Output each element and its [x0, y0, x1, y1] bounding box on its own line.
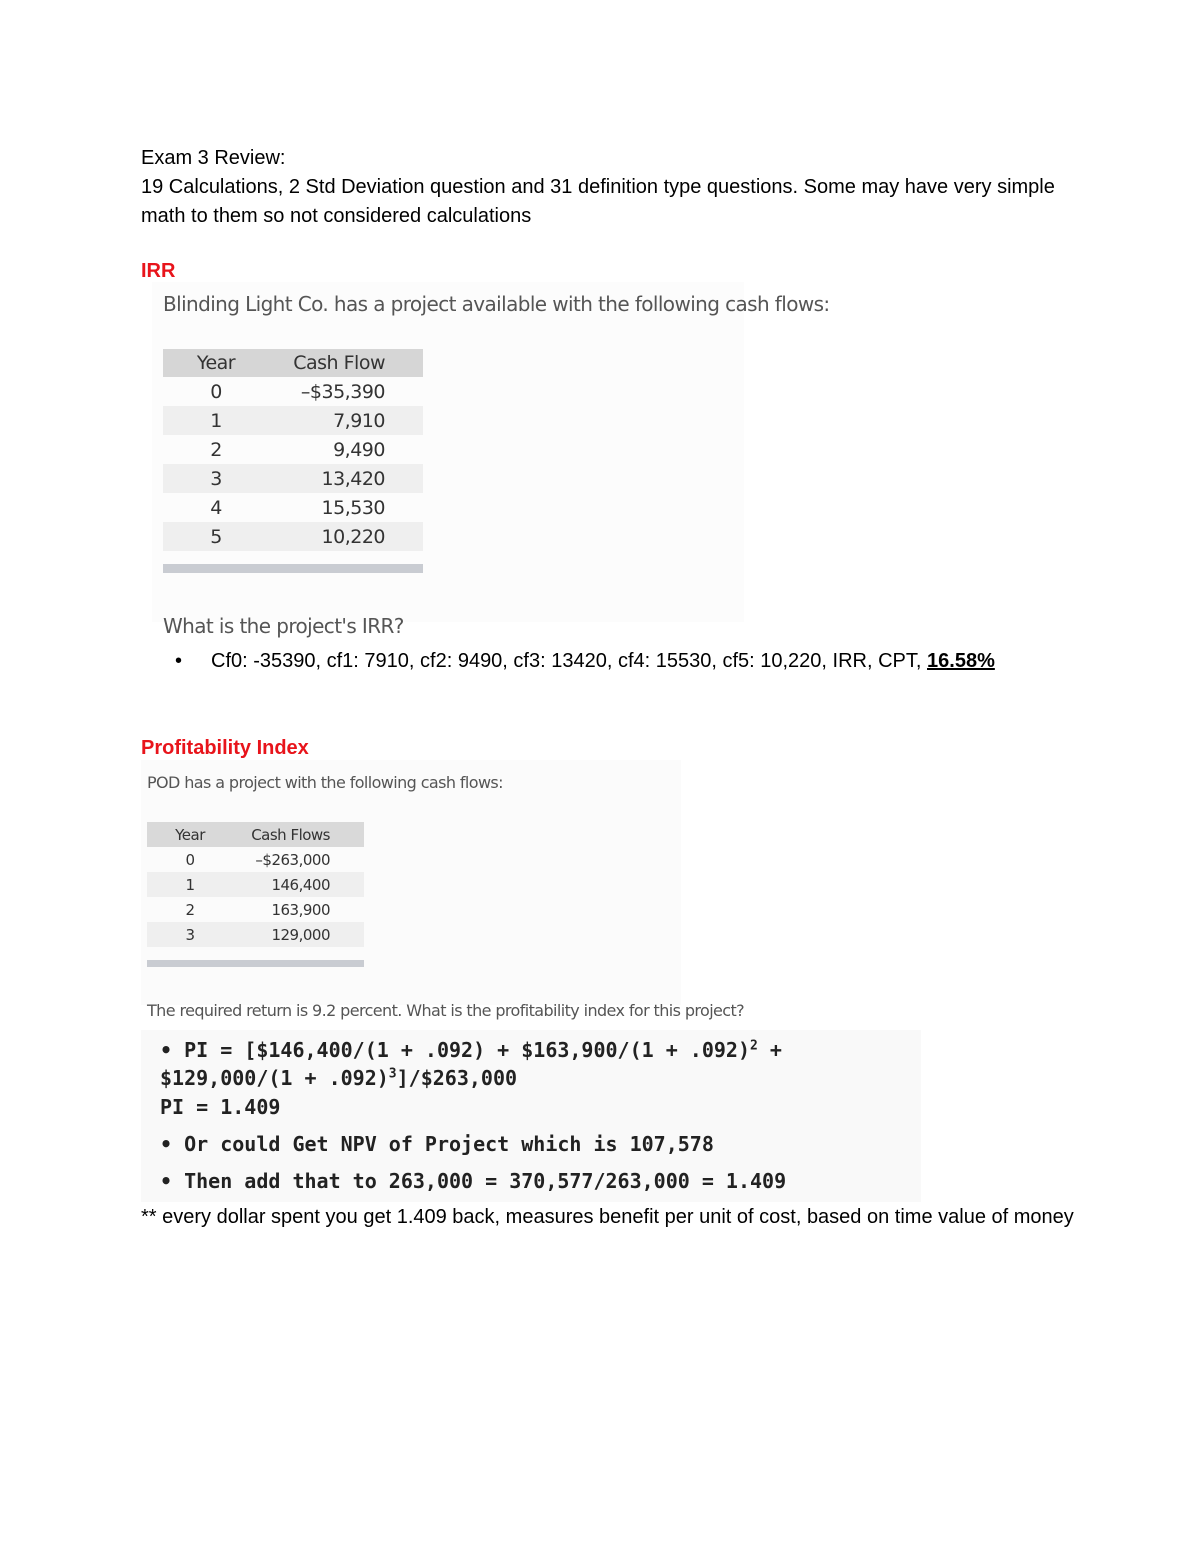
pi-heading: Profitability Index [141, 737, 309, 759]
year-cell: 1 [163, 406, 269, 435]
pi-alternative-sum: • Then add that to 263,000 = 370,577/263,000 = 1.409 [160, 1169, 787, 1193]
table-header-year: Year [163, 349, 269, 377]
year-cell: 0 [185, 850, 195, 869]
table-row [163, 464, 423, 493]
table-row [163, 522, 423, 551]
pi-formula-line-1: • PI = [$146,400/(1 + .092) + $163,900/(1 + .092)$^2$ + [160, 1038, 782, 1062]
table-header-cash-flow: Cash Flow [269, 349, 423, 377]
year-cell: 1 [147, 872, 233, 897]
year-cell: 2 [210, 438, 222, 461]
pi-alternative-npv: • Or could Get NPV of Project which is 107,578 [160, 1132, 714, 1156]
pi-note: ** every dollar spent you get 1.409 back, measures benefit per unit of cost, based on time value of money [141, 1206, 1074, 1228]
cash-flow-cell: 9,490 [333, 438, 385, 461]
irr-answer [175, 650, 995, 673]
table-row [163, 406, 423, 435]
table-row [147, 847, 364, 872]
bullet-icon: • [175, 650, 183, 672]
year-cell: 3 [147, 922, 233, 947]
cash-flow-cell: 10,220 [269, 522, 423, 551]
table-header-year: Year [147, 822, 233, 847]
table-header-cash-flows: Cash Flows [233, 822, 364, 847]
cash-flow-cell: 13,420 [269, 464, 423, 493]
cash-flow-cell: 129,000 [233, 922, 364, 947]
cash-flow-cell: 15,530 [321, 496, 385, 519]
irr-heading: IRR [141, 260, 176, 282]
pi-formula-line-2: $129,000/(1 + .092)$^3$]/$263,000 [160, 1066, 518, 1090]
table-row [147, 922, 364, 947]
table-row [163, 377, 423, 406]
table-footer-bar [163, 564, 423, 573]
intro-paragraph: 19 Calculations, 2 Std Deviation question and 31 definition type questions. Some may have very simple math to them so not considered calculations [141, 176, 1055, 227]
year-cell: 3 [163, 464, 269, 493]
pi-cash-flow-table [147, 822, 364, 947]
cash-flow-cell: –$263,000 [255, 850, 330, 869]
cash-flow-cell: 163,900 [271, 900, 330, 919]
cash-flow-cell: 146,400 [233, 872, 364, 897]
table-row [147, 897, 364, 922]
pi-result: PI = 1.409 [160, 1095, 281, 1119]
irr-question: What is the project's IRR? [163, 614, 404, 638]
irr-answer-value: 16.58% [927, 650, 995, 672]
irr-question-intro: Blinding Light Co. has a project available with the following cash flows: [163, 292, 830, 316]
pi-question: The required return is 9.2 percent. What is the profitability index for this project? [147, 1001, 745, 1020]
table-row [163, 435, 423, 464]
table-footer-bar [147, 960, 364, 967]
cash-flow-cell: 7,910 [269, 406, 423, 435]
year-cell: 2 [185, 900, 195, 919]
cash-flow-cell: –$35,390 [300, 380, 385, 403]
table-row [147, 872, 364, 897]
document-title: Exam 3 Review: [141, 147, 286, 169]
irr-cash-flow-table [163, 349, 423, 551]
irr-answer-steps: Cf0: -35390, cf1: 7910, cf2: 9490, cf3: 13420, cf4: 15530, cf5: 10,220, IRR, CPT, [211, 650, 922, 672]
year-cell: 0 [210, 380, 222, 403]
year-cell: 4 [210, 496, 222, 519]
pi-question-intro: POD has a project with the following cash flows: [147, 773, 503, 792]
year-cell: 5 [163, 522, 269, 551]
table-row [163, 493, 423, 522]
